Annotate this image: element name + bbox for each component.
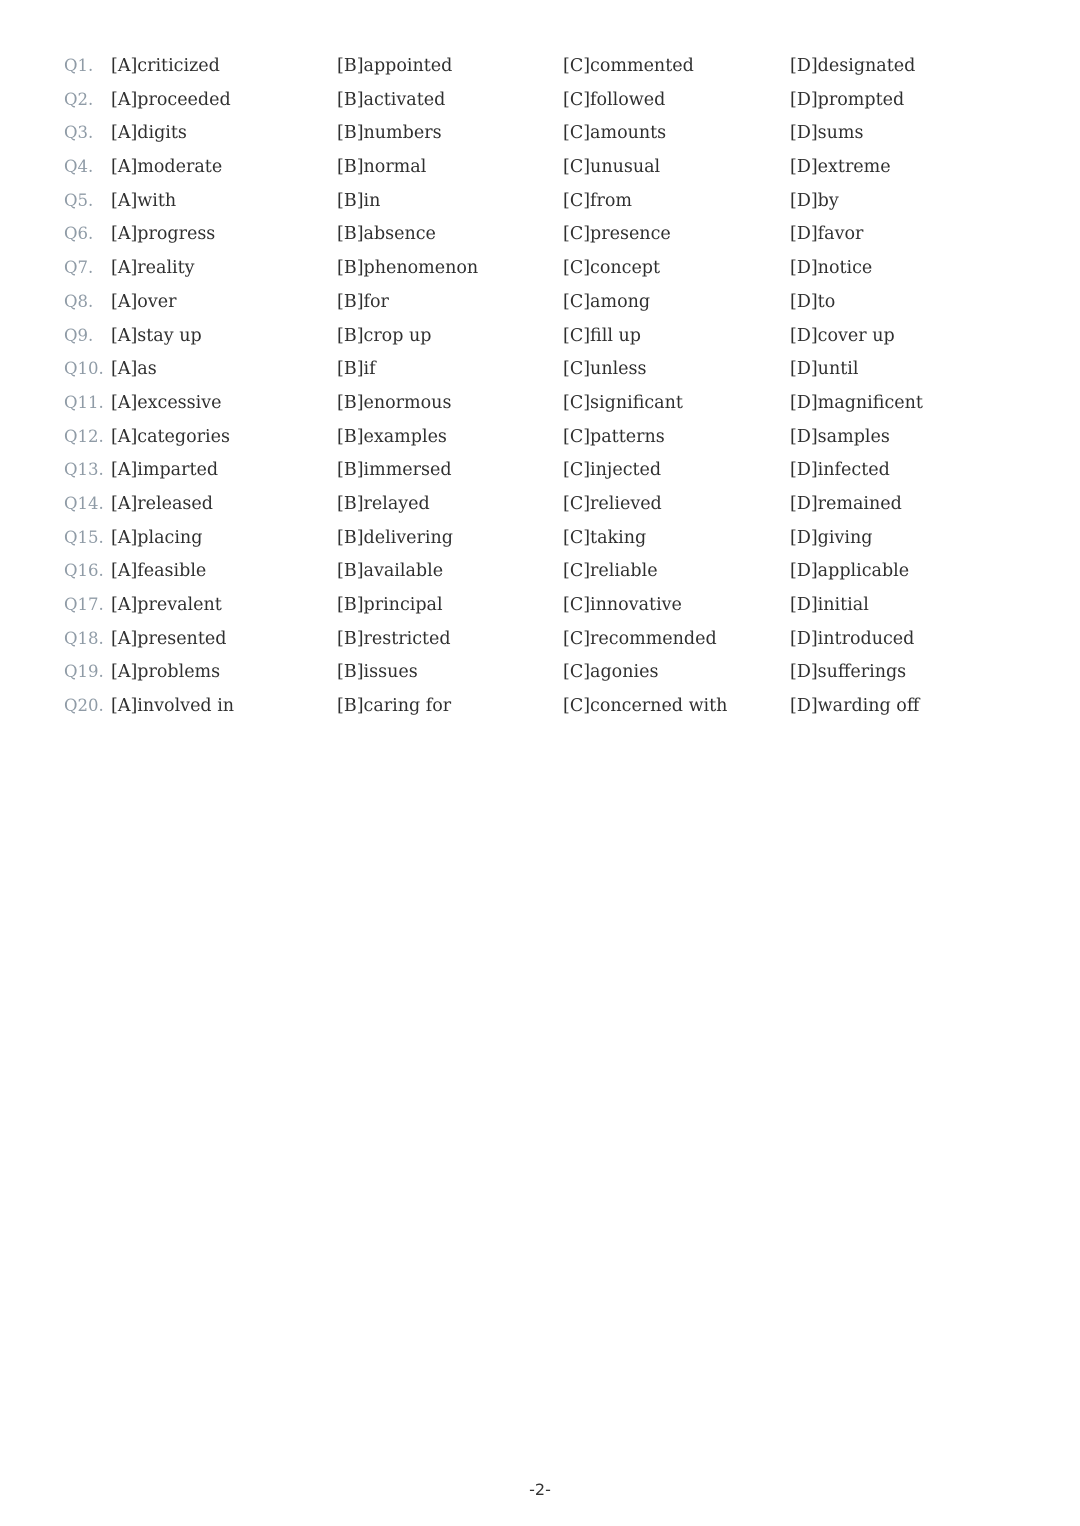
option-a: [A]problems <box>111 662 221 683</box>
question-number: Q4. <box>64 157 94 177</box>
question-number: Q16. <box>64 561 104 581</box>
question-row-q6 <box>64 221 1024 255</box>
option-d: [D]cover up <box>790 325 895 346</box>
option-c: [C]agonies <box>563 662 659 683</box>
option-c: [C]taking <box>563 527 647 548</box>
question-row-q12 <box>64 424 1024 458</box>
question-number: Q11. <box>64 392 104 412</box>
option-a: [A]categories <box>111 426 230 447</box>
option-d: [D]samples <box>790 426 890 447</box>
option-b: [B]normal <box>337 157 427 178</box>
question-number: Q5. <box>64 190 94 210</box>
option-b: [B]delivering <box>337 527 453 548</box>
option-c: [C]commented <box>563 56 694 76</box>
option-c: [C]unusual <box>563 157 661 178</box>
question-row-q10 <box>64 356 1024 390</box>
option-a: [A]as <box>111 359 157 380</box>
option-b: [B]appointed <box>337 56 453 76</box>
option-a: [A]criticized <box>111 56 220 76</box>
option-a: [A]reality <box>111 258 195 279</box>
option-c: [C]from <box>563 190 633 211</box>
option-c: [C]amounts <box>563 123 667 144</box>
option-d: [D]applicable <box>790 561 910 582</box>
option-b: [B]examples <box>337 426 447 447</box>
question-row-q20 <box>64 693 1024 727</box>
option-c: [C]injected <box>563 460 662 481</box>
option-c: [C]reliable <box>563 561 658 582</box>
option-a: [A]released <box>111 493 213 514</box>
question-number: Q18. <box>64 628 104 648</box>
option-a: [A]placing <box>111 527 203 548</box>
question-number: Q12. <box>64 426 104 446</box>
option-b: [B]issues <box>337 662 418 683</box>
option-c: [C]patterns <box>563 426 665 447</box>
option-d: [D]until <box>790 359 859 380</box>
question-number: Q7. <box>64 258 94 278</box>
option-b: [B]if <box>337 359 376 380</box>
option-c: [C]innovative <box>563 595 682 615</box>
option-a: [A]involved in <box>111 696 235 717</box>
question-number: Q3. <box>64 123 94 143</box>
option-c: [C]fill up <box>563 325 641 346</box>
question-row-q17 <box>64 592 1024 626</box>
question-number: Q8. <box>64 291 94 311</box>
option-b: [B]in <box>337 190 381 211</box>
question-number: Q13. <box>64 460 104 480</box>
option-d: [D]giving <box>790 527 873 548</box>
option-b: [B]caring for <box>337 696 452 717</box>
option-d: [D]magnificent <box>790 392 923 413</box>
question-number: Q10. <box>64 359 104 379</box>
option-d: [D]extreme <box>790 157 891 178</box>
option-a: [A]moderate <box>111 157 223 178</box>
option-d: [D]sums <box>790 123 864 144</box>
option-b: [B]enormous <box>337 392 452 413</box>
question-number: Q1. <box>64 56 94 75</box>
option-a: [A]excessive <box>111 392 222 413</box>
option-d: [D]sufferings <box>790 662 907 683</box>
option-a: [A]stay up <box>111 325 202 346</box>
question-row-q2 <box>64 87 1024 121</box>
question-row-q7 <box>64 255 1024 289</box>
option-c: [C]significant <box>563 392 683 413</box>
question-row-q19 <box>64 659 1024 693</box>
option-d: [D]initial <box>790 595 869 615</box>
question-number: Q9. <box>64 325 94 345</box>
question-row-q4 <box>64 154 1024 188</box>
option-c: [C]followed <box>563 89 666 110</box>
option-c: [C]among <box>563 291 651 312</box>
option-a: [A]digits <box>111 123 187 144</box>
question-number: Q15. <box>64 527 104 547</box>
option-d: [D]notice <box>790 258 873 279</box>
question-number: Q6. <box>64 224 94 244</box>
option-d: [D]to <box>790 291 836 312</box>
option-a: [A]proceeded <box>111 89 231 110</box>
option-b: [B]absence <box>337 224 436 245</box>
question-row-q11 <box>64 390 1024 424</box>
option-b: [B]numbers <box>337 123 442 144</box>
question-row-q8 <box>64 289 1024 323</box>
question-number: Q19. <box>64 662 104 682</box>
option-c: [C]relieved <box>563 493 662 514</box>
option-a: [A]prevalent <box>111 595 222 615</box>
question-number: Q2. <box>64 89 94 109</box>
question-row-q15 <box>64 525 1024 559</box>
option-d: [D]by <box>790 190 839 211</box>
page-number: -2- <box>529 1480 551 1499</box>
option-d: [D]designated <box>790 56 916 76</box>
option-a: [A]feasible <box>111 561 207 582</box>
option-b: [B]phenomenon <box>337 258 479 279</box>
option-d: [D]prompted <box>790 89 905 110</box>
option-b: [B]immersed <box>337 460 452 481</box>
option-d: [D]infected <box>790 460 890 481</box>
option-d: [D]warding off <box>790 696 920 717</box>
question-number: Q14. <box>64 493 104 513</box>
option-b: [B]restricted <box>337 628 451 649</box>
option-c: [C]presence <box>563 224 671 245</box>
option-a: [A]progress <box>111 224 216 245</box>
option-a: [A]presented <box>111 628 227 649</box>
question-list <box>64 53 1024 727</box>
option-b: [B]crop up <box>337 325 432 346</box>
option-a: [A]with <box>111 190 177 211</box>
question-number: Q17. <box>64 595 104 614</box>
option-d: [D]remained <box>790 493 902 514</box>
question-row-q18 <box>64 626 1024 660</box>
question-number: Q20. <box>64 696 104 716</box>
option-a: [A]imparted <box>111 460 219 481</box>
question-row-q16 <box>64 558 1024 592</box>
option-c: [C]unless <box>563 359 647 380</box>
option-d: [D]favor <box>790 224 864 245</box>
option-b: [B]activated <box>337 89 446 110</box>
question-row-q1 <box>64 53 1024 87</box>
option-b: [B]available <box>337 561 444 582</box>
option-c: [C]concept <box>563 258 661 279</box>
option-b: [B]for <box>337 291 389 312</box>
option-d: [D]introduced <box>790 628 915 649</box>
question-row-q14 <box>64 491 1024 525</box>
option-b: [B]relayed <box>337 493 430 514</box>
option-b: [B]principal <box>337 595 443 615</box>
question-row-q5 <box>64 188 1024 222</box>
question-row-q9 <box>64 323 1024 357</box>
question-row-q13 <box>64 457 1024 491</box>
option-c: [C]recommended <box>563 628 717 649</box>
option-a: [A]over <box>111 291 177 312</box>
option-c: [C]concerned with <box>563 696 728 717</box>
question-row-q3 <box>64 120 1024 154</box>
